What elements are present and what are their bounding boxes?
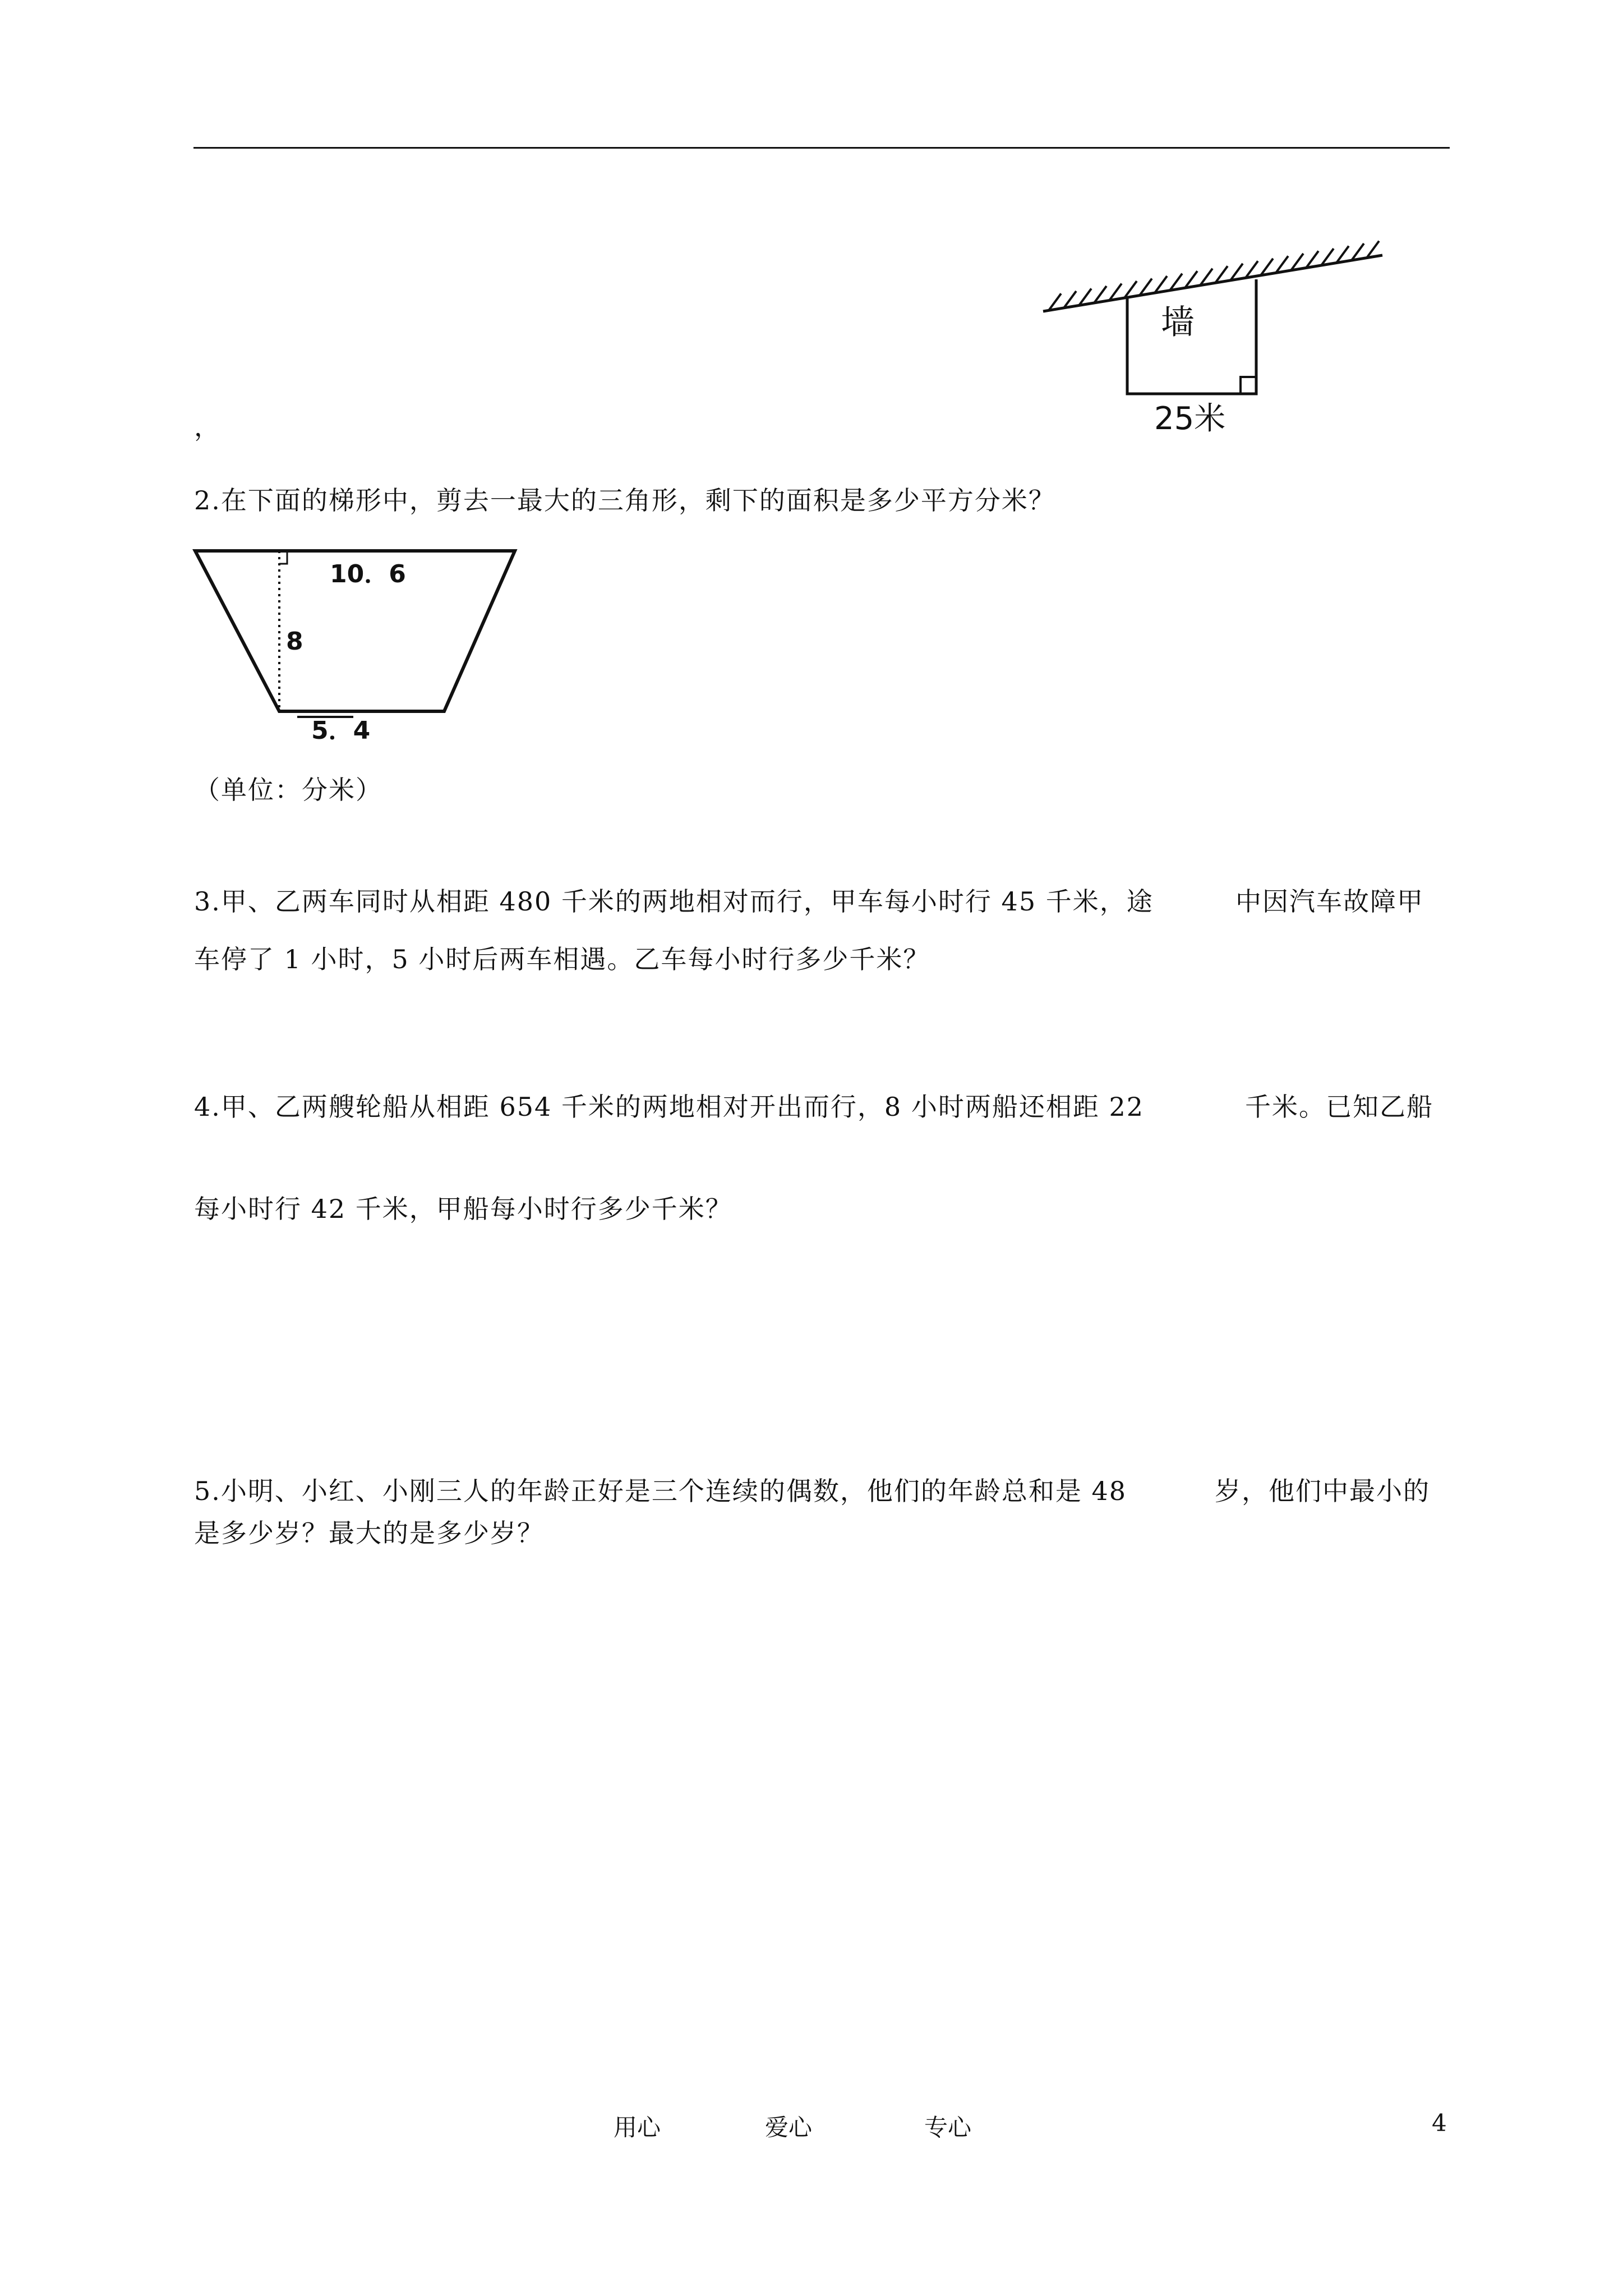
q5-line2: 是多少岁？最大的是多少岁？ bbox=[194, 1518, 544, 1548]
footer-item-1: 用心 bbox=[614, 2114, 661, 2141]
q2-unit: （单位：分米） bbox=[194, 775, 382, 805]
trapezoid-height-label: 8 bbox=[286, 627, 303, 656]
footer-item-2: 爱心 bbox=[765, 2114, 813, 2141]
q5-line1-b: 岁，他们中最小的 bbox=[1215, 1476, 1430, 1506]
stray-mark: ， bbox=[194, 412, 220, 442]
trapezoid-top-label: 10．6 bbox=[330, 560, 406, 588]
q4-line1-b: 千米。已知乙船 bbox=[1245, 1092, 1433, 1122]
q3-line2: 车停了 1 小时，5 小时后两车相遇。乙车每小时行多少千米？ bbox=[194, 944, 930, 974]
wall-figure bbox=[1032, 236, 1396, 438]
q3-line1-a: 3.甲、乙两车同时从相距 480 千米的两地相对而行，甲车每小时行 45 千米，途 bbox=[194, 886, 1154, 917]
wall-side-label: 25米 bbox=[1154, 401, 1226, 437]
q2-text: 2.在下面的梯形中，剪去一最大的三角形，剩下的面积是多少平方分米？ bbox=[194, 485, 1055, 516]
footer-item-3: 专心 bbox=[924, 2114, 972, 2141]
trapezoid-figure bbox=[185, 539, 533, 746]
q5-line1-a: 5.小明、小红、小刚三人的年龄正好是三个连续的偶数，他们的年龄总和是 48 bbox=[194, 1476, 1127, 1506]
q3-line1-b: 中因汽车故障甲 bbox=[1235, 886, 1424, 917]
trapezoid-bottom-label: 5．4 bbox=[311, 716, 371, 745]
q4-line2: 每小时行 42 千米，甲船每小时行多少千米？ bbox=[194, 1194, 732, 1224]
header-rule bbox=[193, 147, 1450, 149]
wall-label: 墙 bbox=[1161, 303, 1195, 342]
q4-line1-a: 4.甲、乙两艘轮船从相距 654 千米的两地相对开出而行，8 小时两船还相距 22 bbox=[194, 1092, 1144, 1122]
page-number: 4 bbox=[1432, 2109, 1447, 2137]
